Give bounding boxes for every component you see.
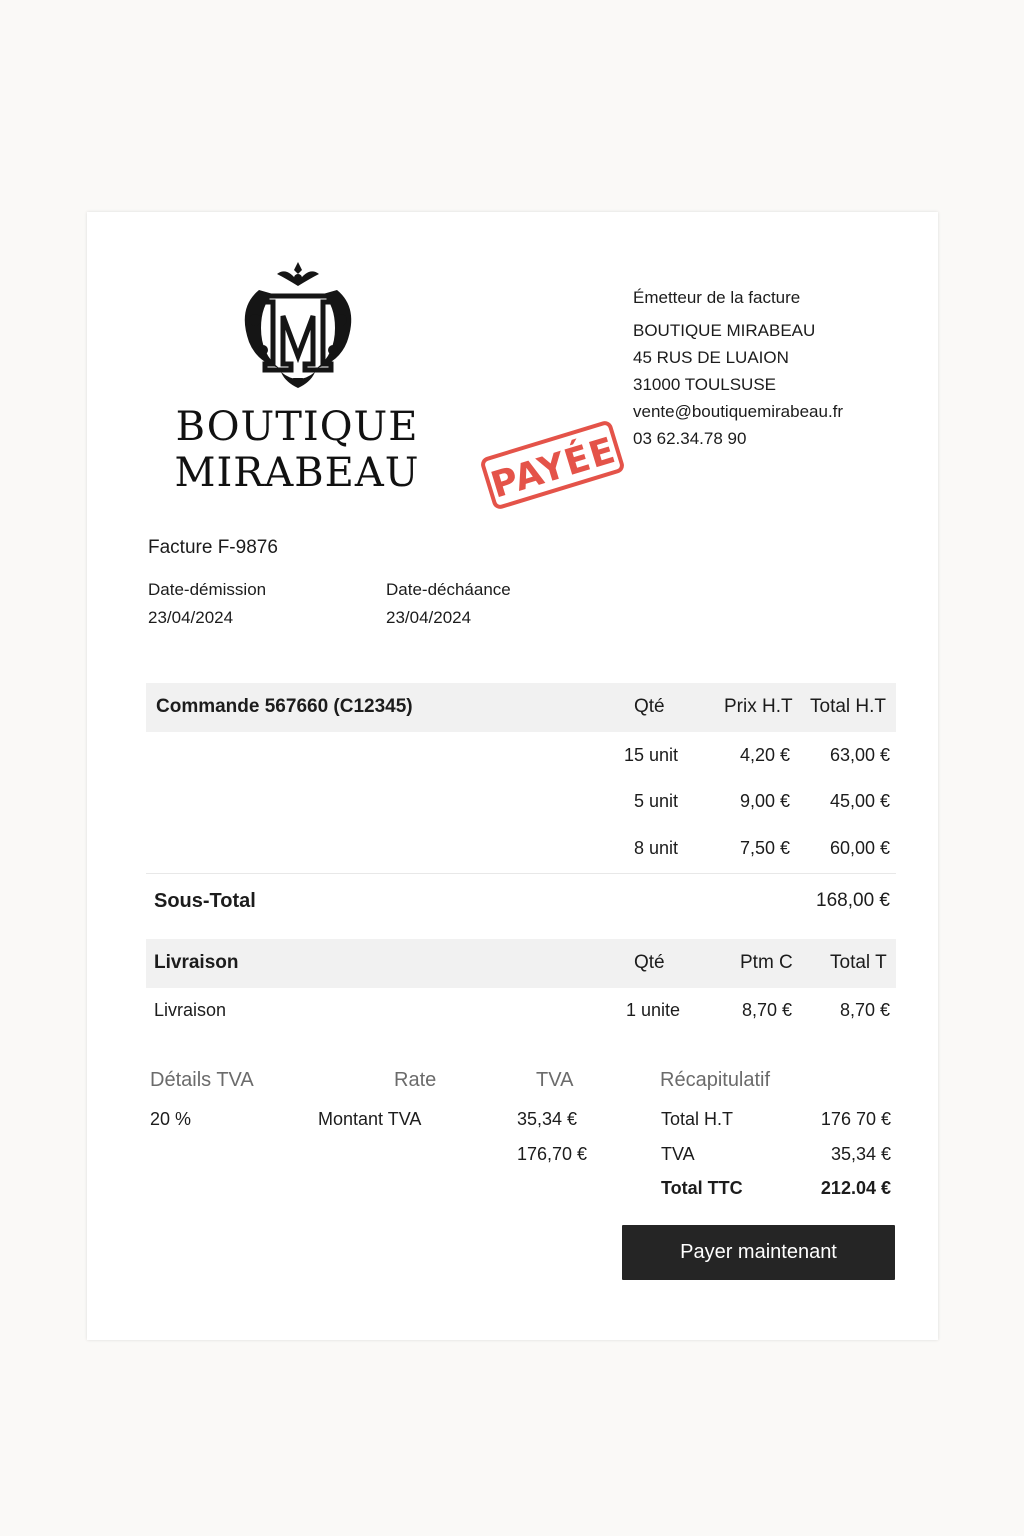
delivery-col-qty: Qté	[634, 952, 665, 973]
delivery-col-total: Total T	[830, 952, 887, 973]
order-row-total: 63,00 €	[829, 745, 890, 765]
order-row-qty: 5 unit	[633, 791, 678, 811]
due-date-label: Date-décháance	[386, 580, 511, 599]
order-row	[146, 791, 896, 821]
order-row-price: 4,20 €	[739, 745, 790, 765]
issuer-name: BOUTIQUE MIRABEAU	[633, 321, 816, 340]
delivery-row-label: Livraison	[154, 1000, 227, 1020]
brand-name-line1: BOUTIQUE	[175, 404, 419, 450]
due-date-value: 23/04/2024	[386, 608, 472, 627]
order-row	[146, 838, 896, 868]
tva-heading: TVA	[536, 1069, 574, 1091]
order-col-qty: Qté	[634, 696, 665, 717]
summary-ht-label: Total H.T	[661, 1109, 734, 1129]
paid-stamp: PAYÉE	[479, 419, 626, 511]
summary-ht-value: 176 70 €	[820, 1109, 891, 1129]
tva-amount-value: 35,34 €	[517, 1109, 578, 1129]
summary-tva-value: 35,34 €	[830, 1144, 891, 1164]
delivery-row-qty: 1 unite	[625, 1000, 680, 1020]
subtotal-label: Sous-Total	[154, 890, 256, 912]
order-col-price: Prix H.T	[724, 696, 793, 717]
order-row	[146, 745, 896, 775]
delivery-row-total: 8,70 €	[839, 1000, 890, 1020]
tva-rate-value: 20 %	[150, 1109, 192, 1129]
due-date-block	[386, 576, 511, 632]
delivery-table-header	[146, 939, 896, 988]
order-row-price: 9,00 €	[739, 791, 790, 811]
delivery-row	[146, 1000, 896, 1030]
invoice-card	[87, 212, 938, 1340]
order-row-total: 60,00 €	[829, 838, 890, 858]
order-row-price: 7,50 €	[739, 838, 790, 858]
order-row-total: 45,00 €	[829, 791, 890, 811]
tva-details-heading: Détails TVA	[150, 1069, 254, 1091]
tva-rate-heading: Rate	[394, 1069, 437, 1091]
issuer-label: Émetteur de la facture	[633, 288, 801, 307]
issuer-email: vente@boutiquemirabeau.fr	[633, 402, 844, 421]
subtotal-divider	[146, 873, 896, 874]
order-col-total: Total H.T	[810, 696, 887, 717]
tva-amount-label: Montant TVA	[318, 1109, 422, 1129]
issuer-city: 31000 TOULSUSE	[633, 375, 777, 394]
issue-date-value: 23/04/2024	[148, 608, 234, 627]
delivery-title: Livraison	[154, 952, 239, 973]
monogram-logo-icon	[237, 260, 359, 390]
issue-date-label: Date-démission	[148, 580, 267, 599]
order-row-qty: 15 unit	[623, 745, 678, 765]
summary-ttc-value: 212.04 €	[820, 1178, 891, 1198]
issuer-block	[633, 284, 843, 452]
summary-ttc-label: Total TTC	[661, 1178, 743, 1198]
delivery-row-price: 8,70 €	[741, 1000, 792, 1020]
subtotal-value: 168,00 €	[816, 890, 890, 911]
summary-tva-label: TVA	[661, 1144, 695, 1164]
brand-name-line2: MIRABEAU	[174, 450, 420, 496]
issuer-phone: 03 62.34.78 90	[633, 429, 747, 448]
issuer-street: 45 RUS DE LUAION	[633, 348, 789, 367]
tva-base-value: 176,70 €	[517, 1144, 588, 1164]
invoice-number: Facture F-9876	[148, 537, 278, 558]
summary-heading: Récapitulatif	[660, 1069, 771, 1091]
issue-date-block	[148, 576, 266, 632]
pay-now-button[interactable]: Payer maintenant	[622, 1225, 895, 1280]
order-row-qty: 8 unit	[633, 838, 678, 858]
delivery-col-price: Ptm C	[740, 952, 793, 973]
order-title: Commande 567660 (C12345)	[156, 696, 413, 717]
order-table-header	[146, 683, 896, 732]
